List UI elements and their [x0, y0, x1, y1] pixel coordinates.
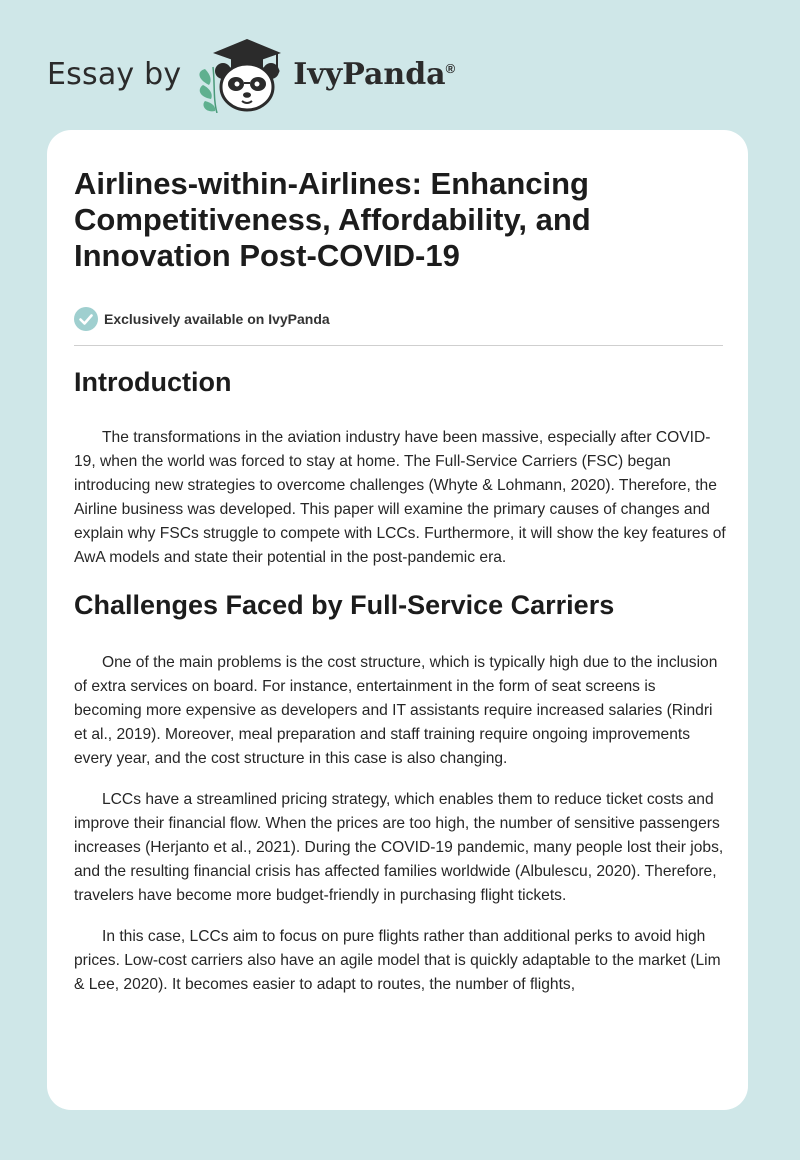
paragraph: LCCs have a streamlined pricing strategy, which enables them to reduce ticket costs and improve their financial flow. When the prices are too high, the number of sensitive passengers increases (Herjanto et al., 2021). During the COVID-19 pandemic, many people lost their jobs, and the resulting financial crisis has affected families worldwide (Albulescu, 2020). Therefore, travelers have become more budget-friendly in purchasing flight tickets.	[74, 791, 724, 904]
section-heading-challenges: Challenges Faced by Full-Service Carriers	[74, 590, 615, 620]
brand-header[interactable]	[47, 34, 455, 114]
page-title: Airlines-within-Airlines: Enhancing Competitiveness, Affordability, and Innovation Post-COVID-19	[74, 166, 591, 273]
panda-logo-icon	[191, 35, 287, 113]
check-circle-icon	[74, 307, 98, 331]
brand-prefix: Essay by	[47, 56, 182, 92]
paragraph: One of the main problems is the cost structure, which is typically high due to the inclusion of extra services on board. For instance, entertainment in the form of seat screens is becoming more expensive as developers and IT assistants require increased salaries (Rindri et al., 2019). Moreover, meal preparation and staff training require ongoing improvements every year, and the cost structure in this case is also changing.	[74, 654, 718, 767]
exclusive-badge	[74, 307, 330, 331]
divider	[74, 345, 723, 346]
section-heading-introduction: Introduction	[74, 367, 232, 397]
registered-mark: ®	[445, 60, 456, 76]
badge-text: Exclusively available on IvyPanda	[104, 311, 330, 327]
paragraph: In this case, LCCs aim to focus on pure flights rather than additional perks to avoid high prices. Low-cost carriers also have an agile model that is quickly adaptable to the market (Lim & Lee, 2020). It becomes easier to adapt to routes, the number of flights,	[74, 928, 721, 993]
paragraph: The transformations in the aviation industry have been massive, especially after COVID-19, when the world was forced to stay at home. The Full-Service Carriers (FSC) began introducing new strategies to overcome challenges (Whyte & Lohmann, 2020). Therefore, the Airline business was developed. This paper will examine the primary causes of changes and explain why FSCs struggle to compete with LCCs. Furthermore, it will show the key features of AwA models and state their potential in the post-pandemic era.	[74, 429, 726, 566]
article-body	[74, 364, 726, 1014]
brand-name: IvyPanda®	[293, 56, 456, 92]
essay-card	[47, 130, 748, 1110]
